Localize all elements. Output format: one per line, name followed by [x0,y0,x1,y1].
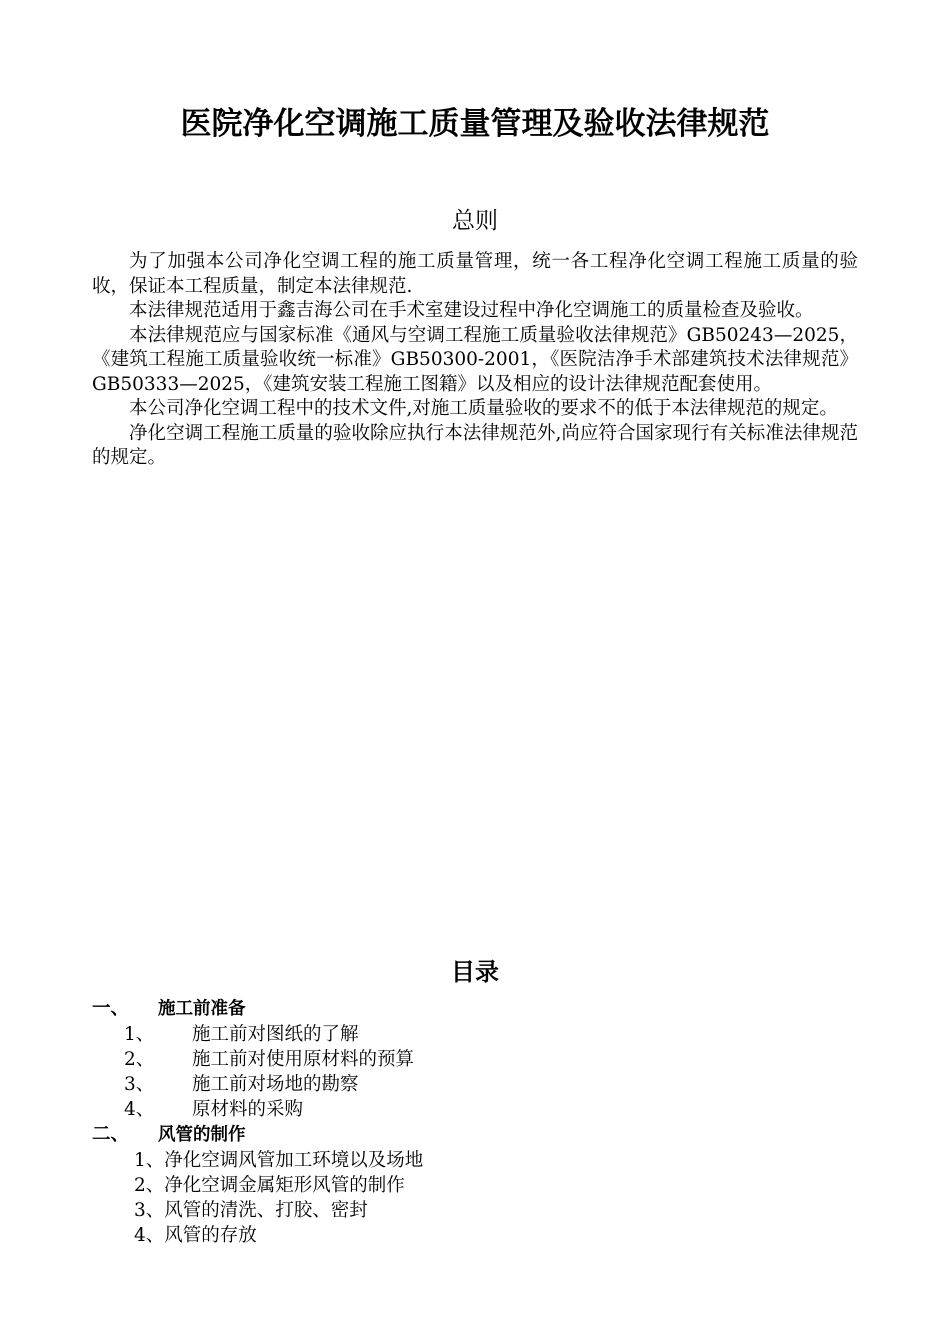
general-heading: 总则 [452,208,498,234]
toc-item: 3、风管的清洗、打胶、密封 [134,1200,368,1221]
general-body [92,250,858,471]
toc-section-label: 施工前准备 [158,999,246,1019]
toc-section-number: 一、 [92,998,130,1019]
paragraph: 本公司净化空调工程中的技术文件,对施工质量验收的要求不的低于本法律规范的规定。 [129,398,838,419]
toc-item-label: 原材料的采购 [192,1099,304,1120]
paragraph: 本法律规范适用于鑫吉海公司在手术室建设过程中净化空调施工的质量检查及验收。 [129,300,814,321]
toc-item-label: 施工前对图纸的了解 [192,1024,359,1045]
paragraph: 为了加强本公司净化空调工程的施工质量管理，统一各工程净化空调工程施工质量的验收，保证本工程质量，制定本法律规范. [92,251,858,297]
toc-item [92,1097,858,1122]
paragraph: 本法律规范应与国家标准《通风与空调工程施工质量验收法律规范》GB50243—2025，《建筑工程施工质量验收统一标准》GB50300-2001，《医院洁净手术部建筑技术法律规范》GB50333—2025，《建筑安装工程施工图籍》以及相应的设计法律规范配套使用。 [92,324,858,395]
toc-item-number: 2、 [124,1049,155,1070]
toc-item-number: 3、 [124,1074,155,1095]
toc-item-number: 1、 [124,1024,155,1045]
toc-item-number: 4、 [124,1099,155,1120]
toc-section-label: 风管的制作 [158,1125,246,1145]
toc-item [92,1072,858,1097]
toc-item: 1、净化空调风管加工环境以及场地 [134,1150,424,1171]
toc-section [92,996,858,1022]
table-of-contents [92,996,858,1248]
toc-item [92,1047,858,1072]
toc-section-number: 二、 [92,1124,130,1145]
paragraph: 净化空调工程施工质量的验收除应执行本法律规范外,尚应符合国家现行有关标准法律规范的规定。 [92,422,858,468]
toc-item [92,1022,858,1047]
toc-item-label: 施工前对场地的勘察 [192,1074,359,1095]
toc-item: 4、风管的存放 [134,1225,257,1246]
toc-heading: 目录 [451,958,499,986]
toc-item-label: 施工前对使用原材料的预算 [192,1049,415,1070]
toc-item: 2、净化空调金属矩形风管的制作 [134,1175,405,1196]
document-title: 医院净化空调施工质量管理及验收法律规范 [180,106,770,142]
toc-section [92,1122,858,1148]
